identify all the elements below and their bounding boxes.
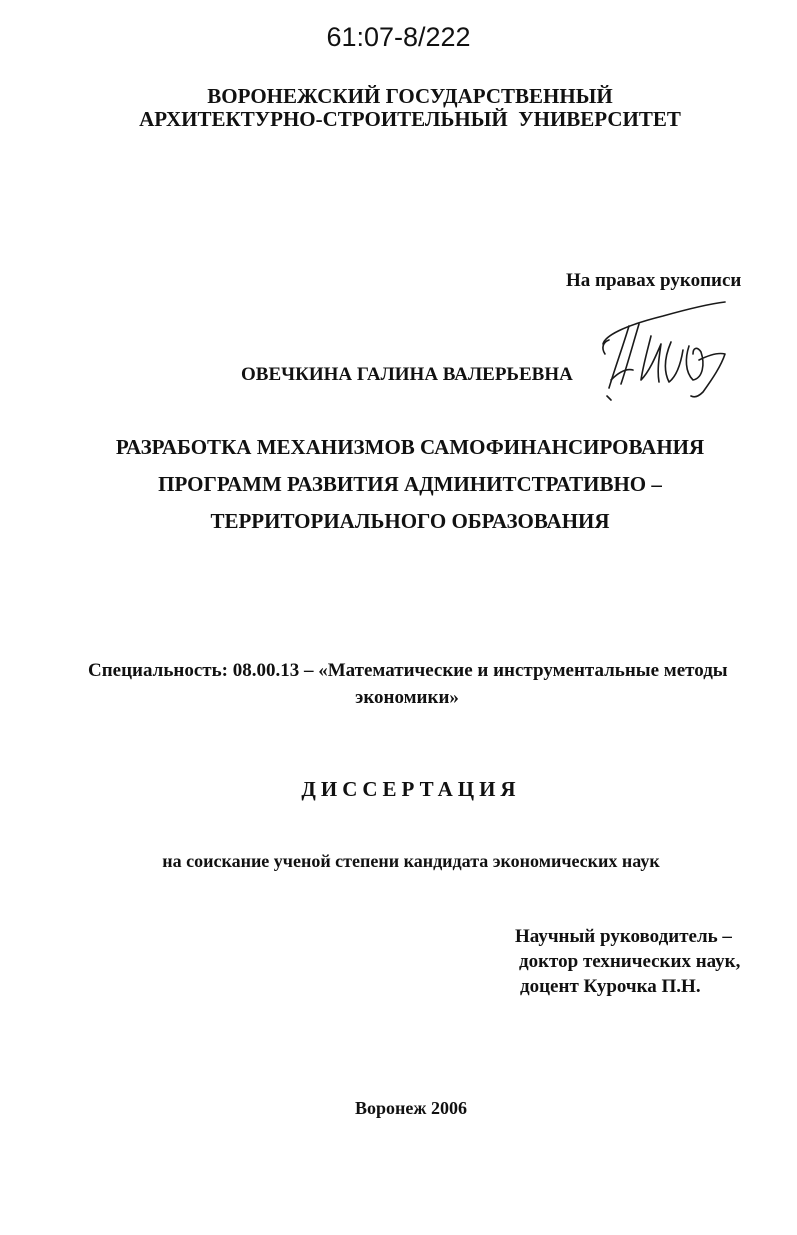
signature-icon bbox=[593, 296, 733, 406]
specialty-line-1: Специальность: 08.00.13 – «Математические и инструментальные методы bbox=[88, 660, 728, 681]
specialty-line-2: экономики» bbox=[355, 687, 459, 708]
author-name: ОВЕЧКИНА ГАЛИНА ВАЛЕРЬЕВНА bbox=[241, 364, 573, 385]
supervisor-line-3: доцент Курочка П.Н. bbox=[520, 976, 701, 997]
city-year: Воронеж 2006 bbox=[355, 1098, 467, 1118]
dissertation-title-line-1: РАЗРАБОТКА МЕХАНИЗМОВ САМОФИНАНСИРОВАНИЯ bbox=[115, 435, 705, 459]
dissertation-title-line-2: ПРОГРАММ РАЗВИТИЯ АДМИНИТСТРАТИВНО – bbox=[158, 472, 662, 496]
supervisor-line-2: доктор технических наук, bbox=[519, 951, 741, 972]
document-type: ДИССЕРТАЦИЯ bbox=[301, 777, 521, 801]
university-name-line-1: ВОРОНЕЖСКИЙ ГОСУДАРСТВЕННЫЙ bbox=[207, 84, 613, 108]
dissertation-title-line-3: ТЕРРИТОРИАЛЬНОГО ОБРАЗОВАНИЯ bbox=[210, 509, 610, 533]
university-name-line-2: АРХИТЕКТУРНО-СТРОИТЕЛЬНЫЙ УНИВЕРСИТЕТ bbox=[139, 107, 681, 131]
archive-code: 61:07-8/222 bbox=[326, 22, 471, 52]
manuscript-rights-note: На правах рукописи bbox=[566, 270, 742, 291]
supervisor-line-1: Научный руководитель – bbox=[515, 926, 732, 947]
degree-statement: на соискание ученой степени кандидата экономических наук bbox=[162, 851, 660, 871]
